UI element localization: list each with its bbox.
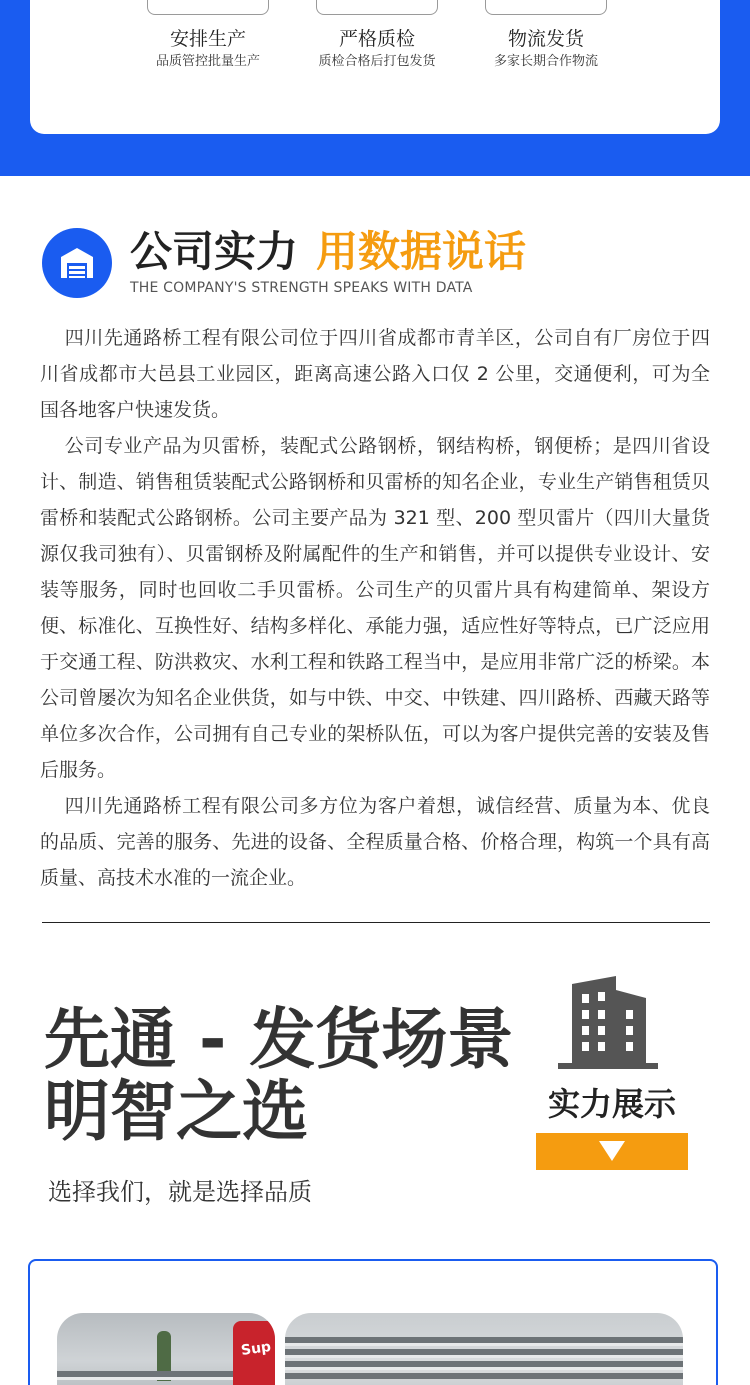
scene-title	[44, 1001, 514, 1150]
steel-panel-highlight	[285, 1367, 683, 1370]
intro-paragraph: 公司专业产品为贝雷桥，装配式公路钢桥，钢结构桥，钢便桥；是四川省设计、制造、销售租赁装配式公路钢桥和贝雷桥的知名企业，专业生产销售租赁贝雷桥和装配式公路钢桥。公司主要产品为 321 型、200 型贝雷片（四川大量货源仅我司独有）、贝雷钢桥及附属配件的生产和销售，并可以提供专业设计、安装等服务，同时也回收二手贝雷桥。公司生产的贝雷片具有构建简单、架设方便、标准化、互换性好、结构多样化、承能力强，适应性好等特点，已广泛应用于交通工程、防洪救灾、水利工程和铁路工程当中，是应用非常广泛的桥梁。本公司曾屡次为知名企业供货，如与中铁、中交、中铁建、四川路桥、西藏天路等单位多次合作，公司拥有自己专业的架桥队伍，可以为客户提供完善的安装及售后服务。	[40, 435, 710, 781]
step-production	[118, 0, 298, 71]
steel-panel-highlight	[285, 1355, 683, 1358]
strength-subtitle: THE COMPANY'S STRENGTH SPEAKS WITH DATA	[130, 280, 473, 296]
scene-title-line1: 先通 - 发货场景	[44, 1001, 514, 1078]
showcase-arrow-bar	[536, 1133, 688, 1170]
company-intro	[40, 320, 710, 896]
showcase-label: 实力展示	[547, 1085, 676, 1123]
strength-title-accent: 用数据说话	[316, 227, 527, 276]
shipping-photo-frame	[28, 1259, 718, 1385]
section-divider	[42, 922, 710, 923]
step-title: 物流发货	[507, 28, 584, 50]
step-subtitle: 质检合格后打包发货	[318, 54, 436, 69]
shipping-photo-truck	[57, 1313, 275, 1385]
intro-paragraph: 四川先通路桥工程有限公司位于四川省成都市青羊区，公司自有厂房位于四川省成都市大邑县工业园区，距离高速公路入口仅 2 公里，交通便利，可为全国各地客户快速发货。	[40, 327, 710, 421]
scene-title-line2: 明智之选	[44, 1073, 308, 1150]
process-card	[30, 0, 720, 134]
step-logistics-image-frame	[485, 0, 607, 15]
warehouse-icon	[42, 228, 112, 298]
truck-cab	[233, 1321, 275, 1385]
step-title: 严格质检	[338, 28, 415, 50]
truck-text: Sup	[239, 1338, 272, 1360]
step-logistics	[456, 0, 636, 71]
step-subtitle: 品质管控批量生产	[155, 54, 260, 69]
intro-paragraph: 四川先通路桥工程有限公司多方位为客户着想，诚信经营、质量为本、优良的品质、完善的服务、先进的设备、全程质量合格、价格合理，构筑一个具有高质量、高技术水准的一流企业。	[40, 795, 710, 889]
step-quality-image-frame	[316, 0, 438, 15]
step-title: 安排生产	[169, 28, 246, 50]
shipping-photo-panels	[285, 1313, 683, 1385]
step-production-image-frame	[147, 0, 269, 15]
scene-subtitle: 选择我们，就是选择品质	[48, 1178, 312, 1206]
strength-title-main: 公司实力	[130, 227, 299, 276]
steel-panel-highlight	[285, 1343, 683, 1346]
building-icon	[558, 976, 658, 1074]
step-quality-check	[287, 0, 467, 71]
top-band	[0, 0, 750, 176]
strength-title	[130, 226, 526, 278]
steel-panel-stack	[285, 1373, 683, 1379]
triangle-down-icon	[599, 1141, 625, 1161]
step-subtitle: 多家长期合作物流	[493, 54, 598, 69]
